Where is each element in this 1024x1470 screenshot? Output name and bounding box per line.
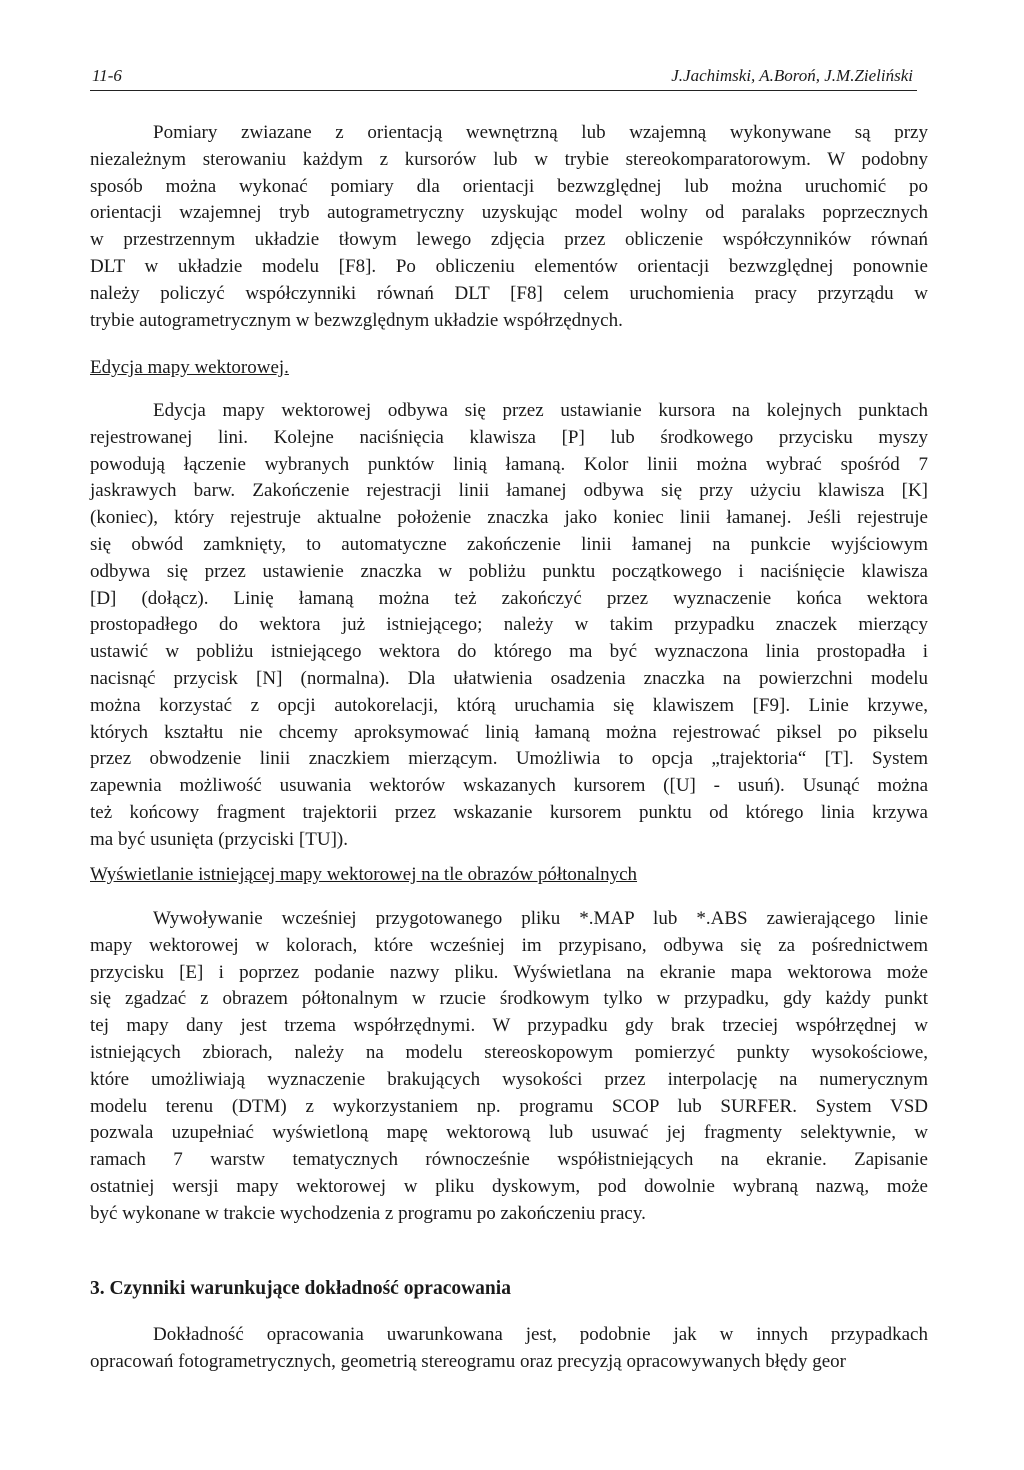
text-line: DLT w układzie modelu [F8]. Po obliczeniu elementów orientacji bezwzględnej ponownie xyxy=(90,255,928,277)
text-line: rejestrowanej lini. Kolejne naciśnięcia klawisza [P] lub środkowego przycisku myszy xyxy=(90,426,928,448)
page-number: 11-6 xyxy=(92,66,122,85)
text-line: Wywoływanie wcześniej przygotowanego pliku *.MAP lub *.ABS zawierającego linie xyxy=(153,908,928,929)
text-line: orientacji wzajemnej tryb autogrametryczny uzyskując model wolny od paralaks poprzecznych xyxy=(90,202,928,224)
text-line: też końcowy fragment trajektorii przez wskazanie kursorem punktu od którego linia krzywa xyxy=(90,801,928,823)
document-page xyxy=(90,0,928,1470)
text-line: ostatniej wersji mapy wektorowej w pliku dyskowym, pod dowolnie wybraną nazwą, może xyxy=(90,1175,928,1197)
text-line: które umożliwiają wyznaczenie brakujących wysokości przez interpolację na numerycznym xyxy=(90,1068,928,1090)
text-line: odbywa się przez ustawienie znaczka w pobliżu punktu początkowego i naciśnięcie klawisza xyxy=(90,560,928,582)
text-line: Dokładność opracowania uwarunkowana jest, podobnie jak w innych przypadkach xyxy=(153,1324,928,1345)
text-line: trybie autogrametrycznym w bezwzględnym układzie współrzędnych. xyxy=(90,309,623,331)
subheading-existing-map-display: Wyświetlanie istniejącej mapy wektorowej na tle obrazów półtonalnych xyxy=(90,864,638,885)
paragraph-accuracy-factors xyxy=(90,1322,928,1376)
text-line: powodują łączenie wybranych punktów linią łamaną. Kolor linii można wybrać spośród 7 xyxy=(90,453,928,475)
paragraph-existing-map-display xyxy=(90,906,928,1228)
text-line: można korzystać z opcji autokorelacji, którą uruchamia się klawiszem [F9]. Linie krzywe, xyxy=(90,694,928,716)
text-line: [D] (dołącz). Linię łamaną można też zakończyć przez wyznaczenie końca wektora xyxy=(90,587,928,609)
subheading-vector-map-editing: Edycja mapy wektorowej. xyxy=(90,357,289,378)
paragraph-orientation-measurements xyxy=(90,120,928,334)
text-line: ramach 7 warstw tematycznych równocześnie współistniejących na ekranie. Zapisanie xyxy=(90,1149,928,1171)
paragraph-vector-map-editing xyxy=(90,398,928,854)
text-line: należy policzyć współczynniki równań DLT [F8] celem uruchomienia pracy przyrządu w xyxy=(90,282,928,304)
text-line: w przestrzennym układzie tłowym lewego zdjęcia przez obliczenie współczynników równań xyxy=(90,229,928,251)
text-line: niezależnym sterowaniu każdym z kursorów lub w trybie stereokomparatorowym. W podobny xyxy=(90,148,928,170)
text-line: nacisnąć przycisk [N] (normalna). Dla ułatwienia osadzenia znaczka na powierzchni modelu xyxy=(90,667,928,689)
text-line: Pomiary zwiazane z orientacją wewnętrzną lub wzajemną wykonywane są przy xyxy=(153,122,928,143)
text-line: mapy wektorowej w kolorach, które wcześniej im przypisano, odbywa się za pośrednictwem xyxy=(90,934,928,956)
text-line: Edycja mapy wektorowej odbywa się przez ustawianie kursora na kolejnych punktach xyxy=(153,400,928,421)
text-line: ustawić w pobliżu istniejącego wektora do którego ma być wyznaczona linia prostopadła i xyxy=(90,641,928,663)
text-line: jaskrawych barw. Zakończenie rejestracji linii łamanej odbywa się przy użyciu klawisza [K] xyxy=(90,480,928,502)
text-line: modelu terenu (DTM) z wykorzystaniem np. programu SCOP lub SURFER. System VSD xyxy=(90,1095,928,1117)
text-line: zapewnia możliwość usuwania wektorów wskazanych kursorem ([U] - usuń). Usunąć można xyxy=(90,775,928,797)
text-line: prostopadłego do wektora już istniejącego; należy w takim przypadku znaczek mierzący xyxy=(90,614,928,636)
section-3-title: 3. Czynniki warunkujące dokładność opracowania xyxy=(90,1278,511,1299)
text-line: się obwód zamknięty, to automatyczne zakończenie linii łamanej na punkcie wyjściowym xyxy=(90,533,928,555)
text-line: sposób można wykonać pomiary dla orientacji bezwzględnej lub można uruchomić po xyxy=(90,175,928,197)
text-line: ma być usunięta (przyciski [TU]). xyxy=(90,828,348,850)
text-line: być wykonane w trakcie wychodzenia z programu po zakończeniu pracy. xyxy=(90,1202,646,1224)
text-line: pozwala uzupełniać wyświetloną mapę wektorową lub usuwać jej fragmenty selektywnie, w xyxy=(90,1122,928,1144)
text-line: (koniec), który rejestruje aktualne położenie znaczka jako koniec linii łamanej. Jeśli rejestruje xyxy=(90,507,928,529)
text-line: się zgadzać z obrazem półtonalnym w rzucie środkowym tylko w przypadku, gdy każdy punkt xyxy=(90,988,928,1010)
text-line: tej mapy dany jest trzema współrzędnymi. W przypadku gdy brak trzeciej współrzędnej w xyxy=(90,1015,928,1037)
text-line: przez obwodzenie linii znaczkiem mierzącym. Umożliwia to opcja „trajektoria“ [T]. System xyxy=(90,748,928,770)
running-header xyxy=(90,66,917,91)
authors: J.Jachimski, A.Boroń, J.M.Zieliński xyxy=(671,66,913,85)
text-line: opracowań fotogrametrycznych, geometrią stereogramu oraz precyzją opracowywanych błędy geor xyxy=(90,1350,846,1372)
text-line: których kształtu nie chcemy aproksymować linią łamaną można rejestrować piksel po pikselu xyxy=(90,721,928,743)
text-line: istniejących zbiorach, należy na modelu stereoskopowym pomierzyć punkty wysokościowe, xyxy=(90,1041,928,1063)
text-line: przycisku [E] i poprzez podanie nazwy pliku. Wyświetlana na ekranie mapa wektorowa może xyxy=(90,961,928,983)
